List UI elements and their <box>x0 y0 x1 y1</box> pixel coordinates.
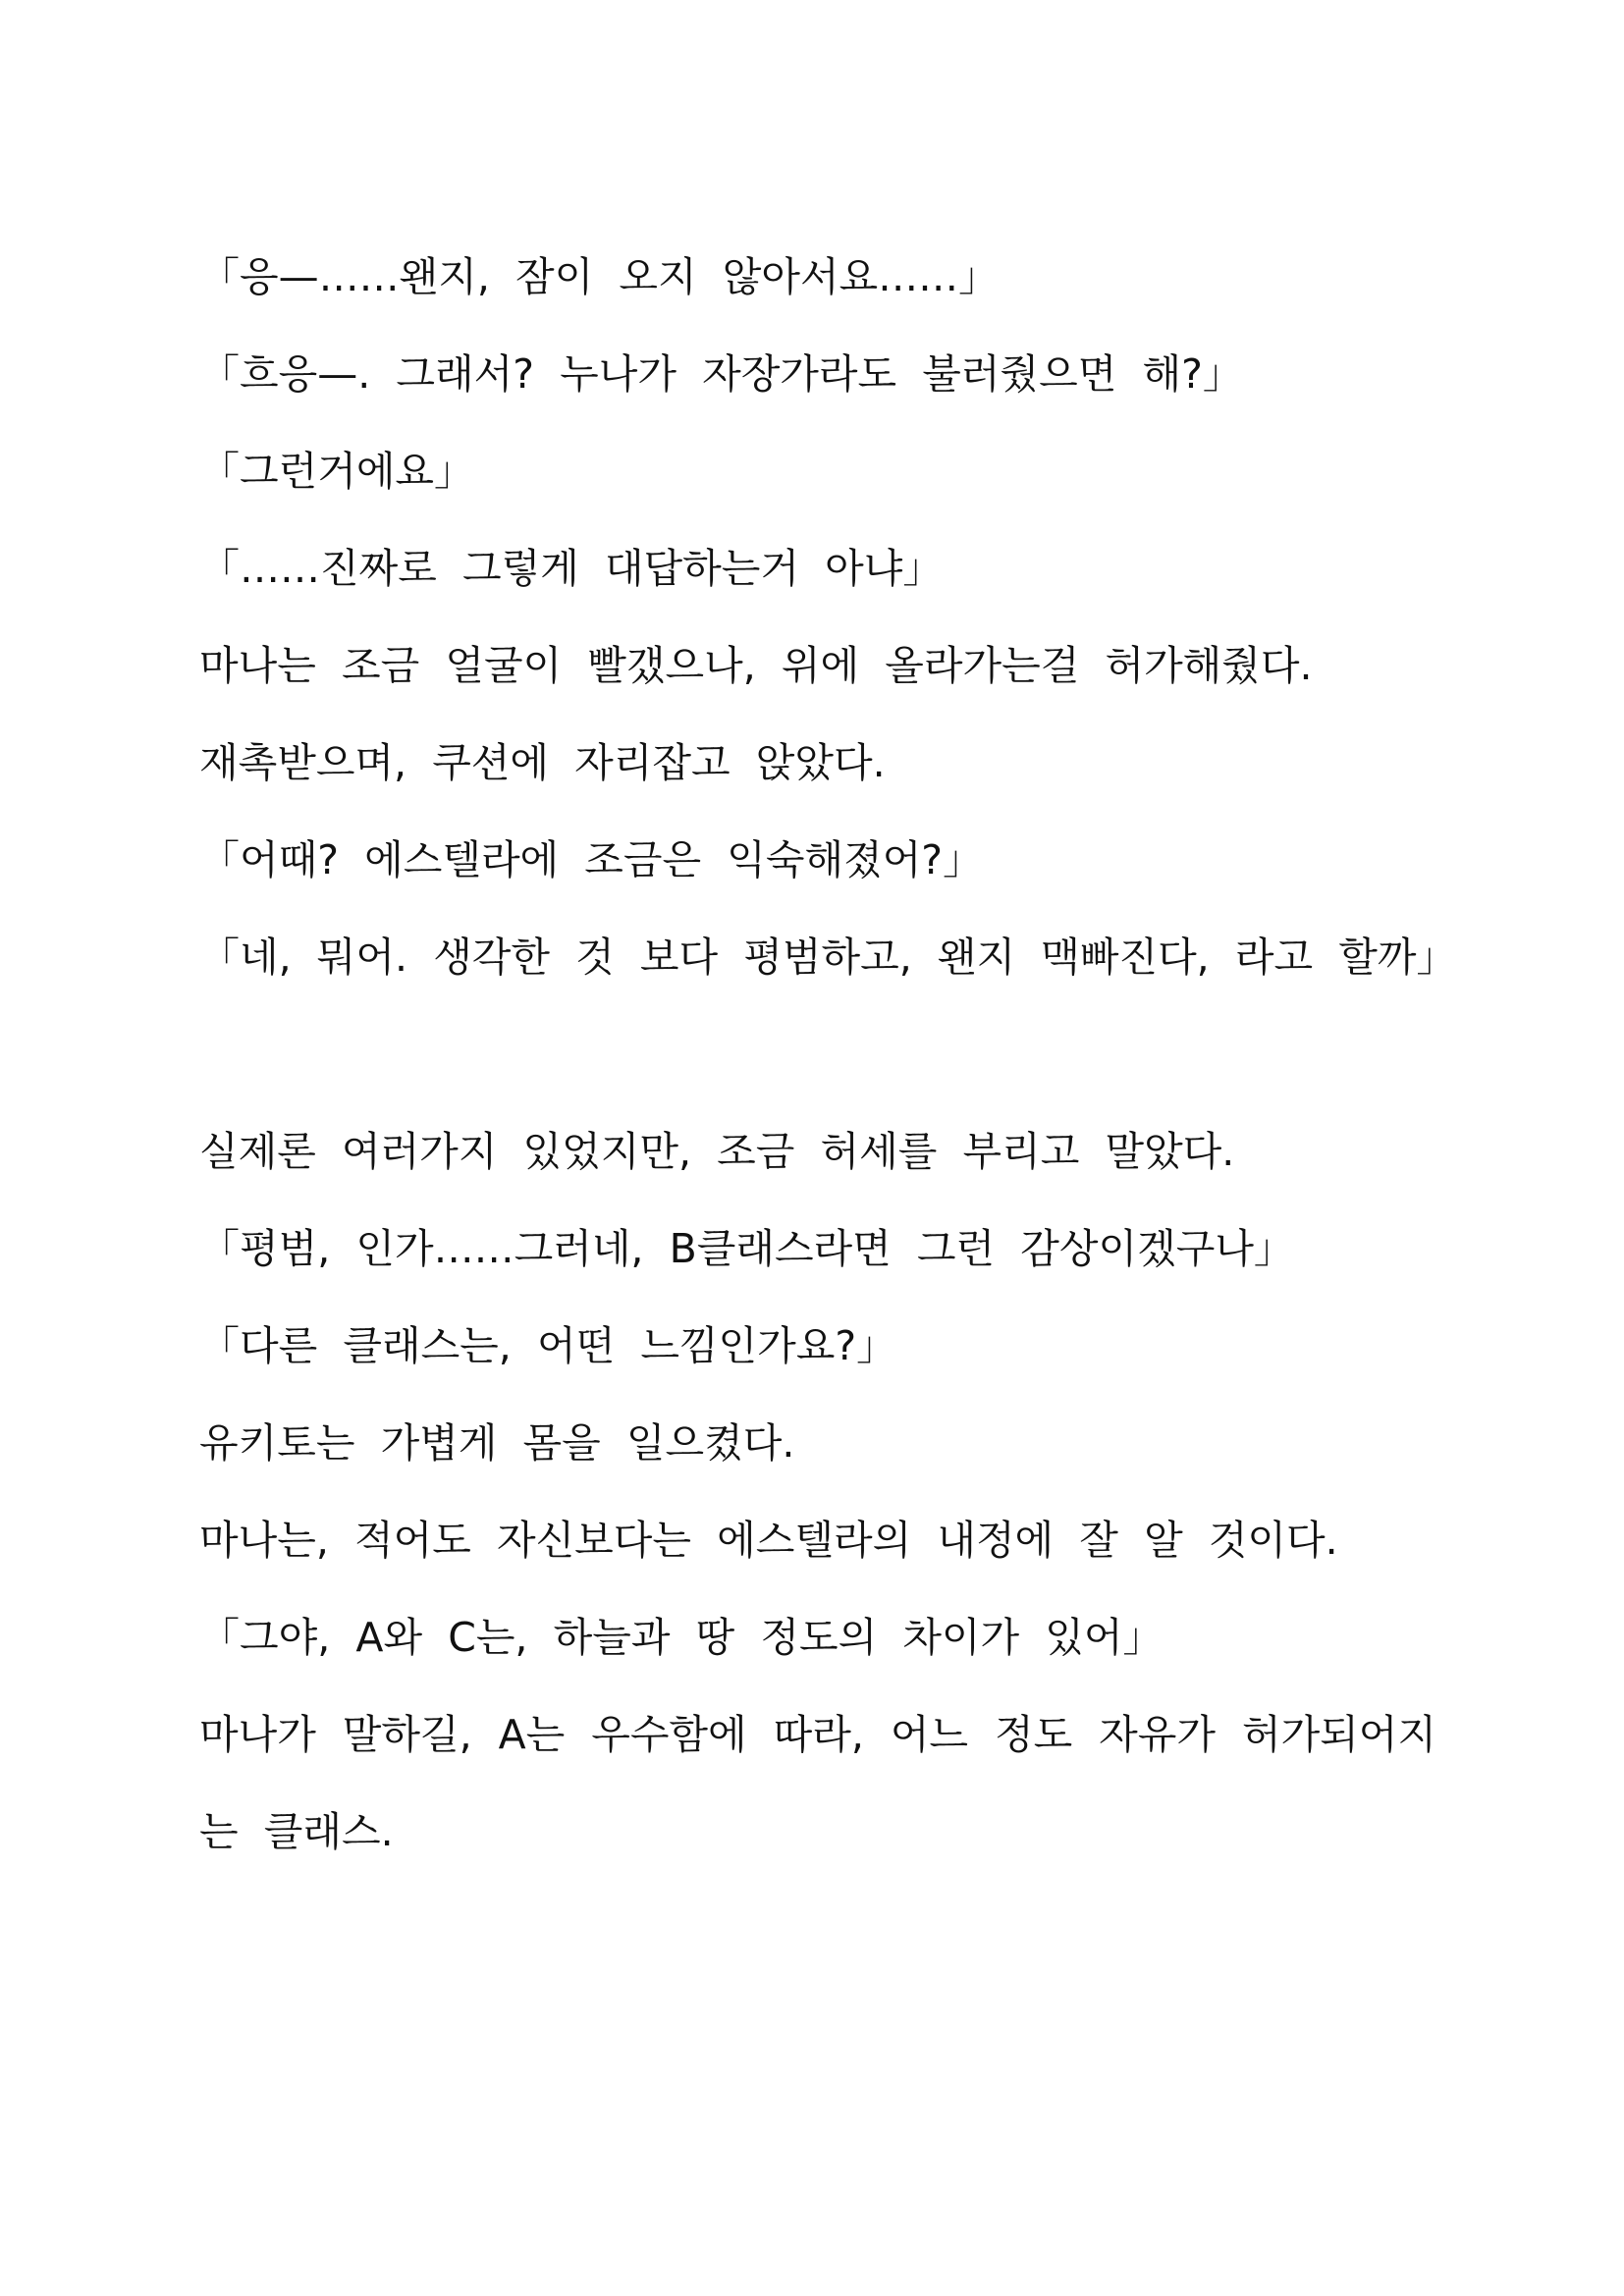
paragraph: 유키토는 가볍게 몸을 일으켰다. <box>199 1419 795 1467</box>
paragraph: 「……진짜로 그렇게 대답하는거 아냐」 <box>199 545 944 592</box>
paragraph: 「그런거에요」 <box>199 448 475 495</box>
paragraph: 마나는, 적어도 자신보다는 에스텔라의 내정에 잘 알 것이다. <box>199 1517 1338 1564</box>
paragraph: 실제론 여러가지 있었지만, 조금 허세를 부리고 말았다. <box>199 1128 1235 1175</box>
paragraph: 「그야, A와 C는, 하늘과 땅 정도의 차이가 있어」 <box>199 1614 1164 1661</box>
paragraph: 마나가 말하길, A는 우수함에 따라, 어느 정도 자유가 허가되어지는 클래스. <box>199 1711 1436 1855</box>
paragraph: 「다른 클래스는, 어떤 느낌인가요?」 <box>199 1322 897 1369</box>
paragraph: 「어때? 에스텔라에 조금은 익숙해졌어?」 <box>199 836 984 883</box>
paragraph: 「네, 뭐어. 생각한 것 보다 평범하고, 왠지 맥빠진다, 라고 할까」 <box>199 934 1457 981</box>
paragraph: 「평범, 인가……그러네, B클래스라면 그런 감상이겠구나」 <box>199 1225 1294 1272</box>
paragraph: 마나는 조금 얼굴이 빨갰으나, 위에 올라가는걸 허가해줬다. <box>199 642 1313 689</box>
paragraph: 「흐응—. 그래서? 누나가 자장가라도 불러줬으면 해?」 <box>199 350 1243 398</box>
paragraph: 재촉받으며, 쿠션에 자리잡고 앉았다. <box>199 739 886 786</box>
paragraph: 「응—……왠지, 잠이 오지 않아서요……」 <box>199 253 1000 300</box>
